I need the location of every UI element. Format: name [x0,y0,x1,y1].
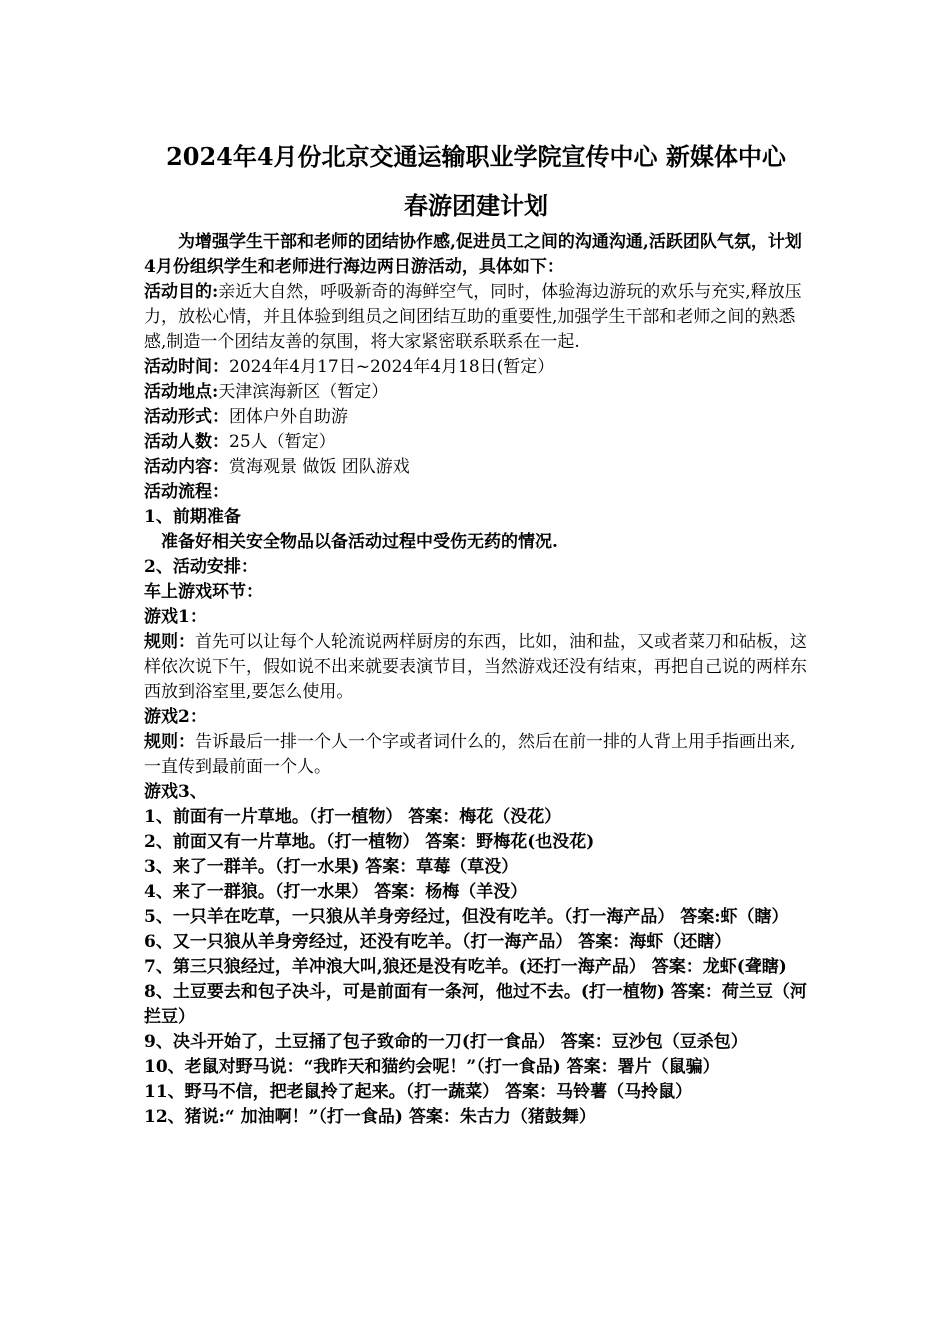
prep-heading: 1、前期准备 [144,507,241,527]
place-line [144,380,808,405]
riddle-item: 1、前面有一片草地。（打一植物） 答案：梅花（没花） [144,807,562,827]
riddle-item: 10、老鼠对野马说：“我昨天和猫约会呢！”（打一食品) 答案：署片（鼠骗） [144,1057,720,1077]
arrange-heading: 2、活动安排： [144,557,258,577]
riddle-item: 9、决斗开始了，土豆捅了包子致命的一刀(打一食品） 答案：豆沙包（豆杀包） [144,1032,748,1052]
content-line [144,455,808,480]
document-page [144,132,808,1130]
riddle-item: 4、来了一群狼。（打一水果） 答案：杨梅（羊没） [144,882,528,902]
count-label: 活动人数： [144,432,229,452]
content-label: 活动内容： [144,457,229,477]
prep-text: 准备好相关安全物品以备活动过程中受伤无药的情况. [161,532,558,552]
count-text: 25人（暂定） [229,432,336,452]
place-text: 天津滨海新区（暂定） [218,382,389,402]
riddle-item: 3、来了一群羊。（打一水果) 答案：草莓（草没） [144,857,519,877]
game2-rule-text: 告诉最后一排一个人一个字或者词什么的，然后在前一排的人背上用手指画出来,一直传到最前面一个人。 [144,732,796,777]
game2-rule-label: 规则： [144,732,195,752]
form-text: 团体户外自助游 [229,407,348,427]
game2-heading: 游戏2： [144,707,207,727]
document-title-line2: 春游团建计划 [404,191,548,220]
purpose-label: 活动目的: [144,282,219,302]
riddle-item: 2、前面又有一片草地。（打一植物） 答案：野梅花(也没花) [144,832,595,852]
riddle-item: 12、猪说:“ 加油啊！”（打一食品) 答案：朱古力（猪鼓舞） [144,1107,596,1127]
form-label: 活动形式： [144,407,229,427]
purpose-paragraph [144,280,808,355]
game1-rule-label: 规则： [144,632,195,652]
time-text: 2024年4月17日~2024年4月18日(暂定） [229,357,555,377]
riddle-item: 8、土豆要去和包子决斗，可是前面有一条河，他过不去。(打一植物) 答案：荷兰豆（河拦豆） [144,982,807,1027]
game3-heading: 游戏3、 [144,782,207,802]
content-text: 赏海观景 做饭 团队游戏 [229,457,410,477]
place-label: 活动地点: [144,382,219,402]
flow-label: 活动流程： [144,482,229,502]
game1-heading: 游戏1： [144,607,207,627]
time-line [144,355,808,380]
form-line [144,405,808,430]
intro-paragraph: 为增强学生干部和老师的团结协作感,促进员工之间的沟通沟通,活跃团队气氛，计划4月份组织学生和老师进行海边两日游活动，具体如下： [144,232,802,277]
document-title-line1: 2024年4月份北京交通运输职业学院宣传中心 新媒体中心 [166,142,786,171]
time-label: 活动时间： [144,357,229,377]
riddle-item: 5、一只羊在吃草，一只狼从羊身旁经过，但没有吃羊。（打一海产品） 答案:虾（瞎） [144,907,789,927]
riddle-item: 11、野马不信，把老鼠拎了起来。（打一蔬菜） 答案：马铃薯（马拎鼠） [144,1082,693,1102]
game1-rule [144,630,808,705]
game1-rule-text: 首先可以让每个人轮流说两样厨房的东西，比如，油和盐，又或者菜刀和砧板，这样依次说下午，假如说不出来就要表演节目，当然游戏还没有结束，再把自己说的两样东西放到浴室里,要怎么使用。 [144,632,807,702]
riddle-item: 7、第三只狼经过，羊冲浪大叫,狼还是没有吃羊。(还打一海产品） 答案：龙虾(聋瞎) [144,957,787,977]
bus-games-heading: 车上游戏环节： [144,582,263,602]
game2-rule [144,730,808,780]
count-line [144,430,808,455]
riddle-item: 6、又一只狼从羊身旁经过，还没有吃羊。（打一海产品） 答案：海虾（还瞎） [144,932,732,952]
purpose-text: 亲近大自然，呼吸新奇的海鲜空气，同时，体验海边游玩的欢乐与充实,释放压力，放松心情，并且体验到组员之间团结互助的重要性,加强学生干部和老师之间的熟悉感,制造一个团结友善的氛围，将大家紧密联系联系在一起. [144,282,802,352]
